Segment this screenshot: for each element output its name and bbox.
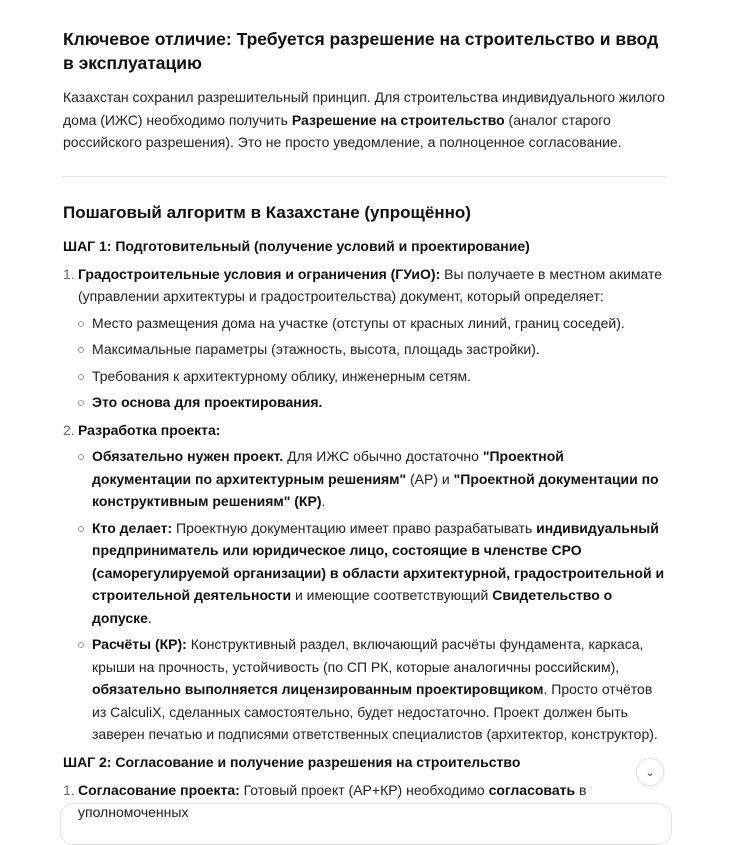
bullet-item — [78, 633, 666, 746]
bold-text: Это основа для проектирования. — [92, 394, 323, 410]
numbered-list — [63, 263, 666, 746]
text-span: Готовый проект (АР+КР) необходимо — [239, 781, 489, 798]
text-span: Вы получаете в местном акимате (управлении архитектуры и градостроительства) документ, который определяет: — [78, 265, 663, 304]
bold-text: индивидуальный предприниматель или юридическое лицо, состоящие в членстве СРО (саморегулируемой организации) в области архитектурной, градостроительной и строительной деятельности — [92, 519, 665, 603]
bold-text: Разработка проекта: — [78, 421, 221, 438]
scroll-down-button[interactable] — [636, 758, 664, 786]
bullet-circle-icon — [78, 400, 84, 406]
text-span: Для ИЖС обычно достаточно — [283, 448, 483, 464]
text-span: . — [147, 609, 152, 626]
text-span: . — [321, 493, 326, 509]
bullet-list — [78, 312, 666, 414]
heading-algorithm: Пошаговый алгоритм в Казахстане (упрощённо) — [63, 202, 471, 222]
list-item — [63, 263, 666, 414]
bullet-circle-icon — [78, 347, 84, 353]
bullet-item — [78, 365, 666, 388]
bullet-item — [78, 517, 666, 630]
bullet-item — [78, 312, 666, 335]
bold-text: Разрешение на строительство — [291, 111, 505, 128]
heading-key-difference: Ключевое отличие: Требуется разрешение на строительство и ввод в эксплуатацию — [63, 29, 659, 73]
bold-text: Обязательно нужен проект. — [92, 448, 284, 464]
numbered-list — [63, 779, 666, 824]
list-item — [63, 779, 666, 824]
bold-text: Градостроительные условия и ограничения (ГУиО): — [78, 265, 441, 282]
bullet-list — [78, 445, 666, 746]
bold-text: Кто делает: — [92, 519, 173, 536]
bold-text: согласовать — [488, 781, 576, 798]
bold-text: "Проектной документации по архитектурным решениям" — [92, 448, 564, 487]
divider — [63, 176, 666, 177]
text-span: (аналог старого российского разрешения). Это не просто уведомление, а полноценное согласование. — [63, 111, 622, 150]
bullet-circle-icon — [78, 374, 84, 380]
bullet-circle-icon — [78, 321, 84, 327]
bullet-circle-icon — [78, 454, 84, 460]
bold-text: Расчёты (КР): — [92, 636, 187, 652]
message-content — [63, 27, 666, 829]
text-span: и имеющие соответствующий — [291, 587, 493, 603]
bold-text: Свидетельство о допуске — [92, 587, 613, 626]
bullet-item — [78, 445, 666, 513]
step-title: ШАГ 2: Согласование и получение разрешения на строительство — [63, 753, 521, 770]
bullet-item — [78, 338, 666, 361]
list-number: 1. — [63, 781, 75, 798]
steps — [63, 235, 666, 824]
bold-text: Согласование проекта: — [78, 781, 240, 798]
intro-paragraph — [63, 86, 666, 154]
bold-text: обязательно выполняется лицензированным проектировщиком — [92, 681, 544, 697]
list-item — [63, 419, 666, 746]
list-number: 1. — [63, 265, 75, 282]
text-span: Казахстан сохранил разрешительный принцип. Для строительства индивидуального жилого дома (ИЖС) необходимо получить — [63, 89, 665, 128]
text-span: Проектную документацию имеет право разрабатывать — [172, 519, 537, 536]
bullet-item — [78, 391, 666, 414]
bullet-circle-icon — [78, 642, 84, 648]
bullet-circle-icon — [78, 526, 84, 532]
chevron-down-icon: ⌄ — [645, 766, 655, 779]
text-span: Требования к архитектурному облику, инженерным сетям. — [92, 367, 472, 384]
text-span: Максимальные параметры (этажность, высота, площадь застройки). — [92, 341, 540, 357]
bold-text: "Проектной документации по конструктивным решениям" (КР) — [92, 470, 659, 509]
text-span: Место размещения дома на участке (отступы от красных линий, границ соседей). — [92, 314, 625, 331]
step-title: ШАГ 1: Подготовительный (получение условий и проектирование) — [63, 237, 530, 254]
step-heading — [63, 235, 666, 257]
text-span: Конструктивный раздел, включающий расчёты фундамента, каркаса, крыши на прочность, устойчивость (по СП РК, которые аналогичны российским), — [92, 636, 644, 675]
text-span: в уполномоченных — [78, 781, 587, 820]
text-span: (АР) и — [406, 470, 454, 487]
text-span: . Просто отчётов из CalculiX, сделанных самостоятельно, будет недостаточно. Проект должен быть заверен печатью и подписями ответственных специалистов (архитектор, конструктор). — [92, 681, 658, 742]
step-heading — [63, 751, 666, 773]
list-number: 2. — [63, 421, 75, 438]
